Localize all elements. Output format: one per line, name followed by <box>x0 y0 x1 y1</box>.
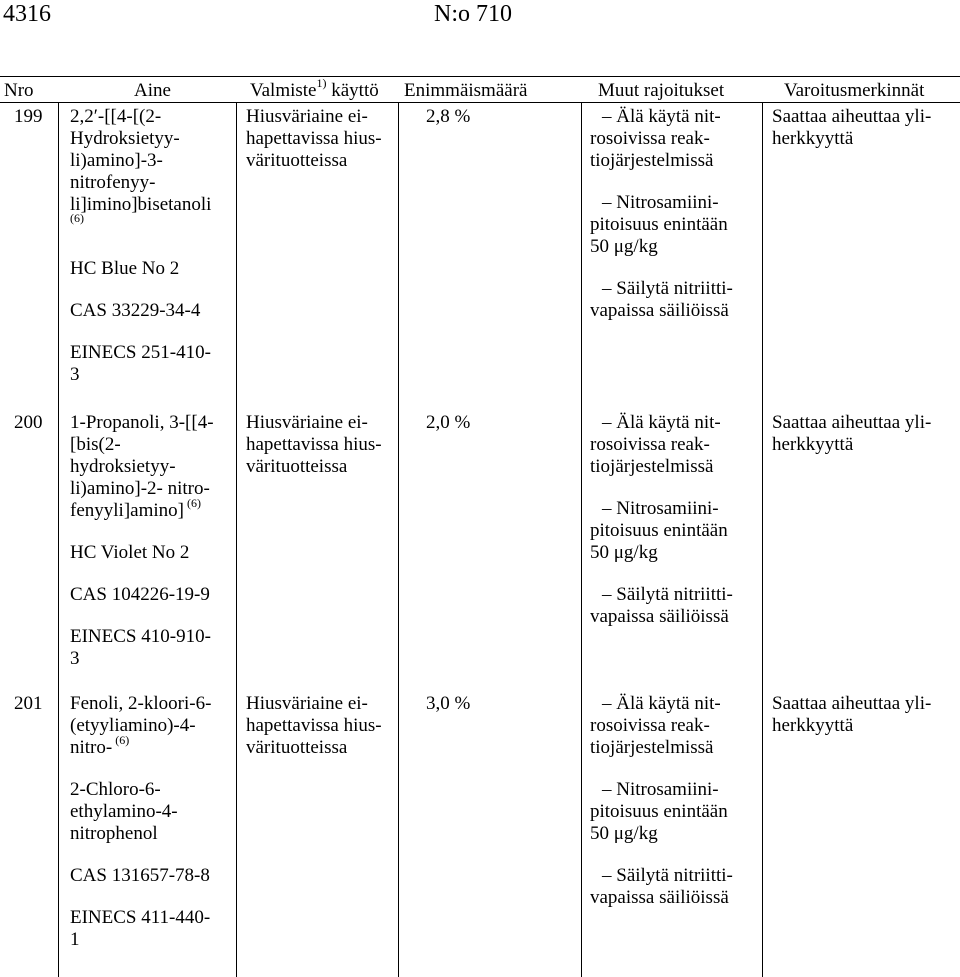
substance-name-line: nitrofenyy- <box>70 172 156 193</box>
restriction-paragraph <box>590 192 733 258</box>
restriction-line: rosoivissa reak- <box>590 715 710 736</box>
column-divider <box>236 102 237 977</box>
substance-name-paragraph <box>70 584 234 606</box>
warning-line: Saattaa aiheuttaa yli- <box>772 412 932 433</box>
substance-name-line: 3 <box>70 648 80 669</box>
column-header-varoitusmerkinnat: Varoitusmerkinnät <box>784 80 925 101</box>
max-concentration-cell: 2,0 % <box>426 412 471 433</box>
substance-name-cell <box>70 693 234 951</box>
row-number: 200 <box>14 412 43 433</box>
substance-name-paragraph <box>70 106 234 238</box>
restriction-line: tiojärjestelmissä <box>590 150 714 171</box>
substance-name-paragraph <box>70 693 234 759</box>
product-type-line: Hiusväriaine ei- <box>246 106 368 127</box>
restriction-line: rosoivissa reak- <box>590 434 710 455</box>
restriction-line: vapaissa säiliöissä <box>590 606 729 627</box>
product-type-line: Hiusväriaine ei- <box>246 412 368 433</box>
restriction-paragraph <box>590 106 733 172</box>
other-restrictions-cell <box>590 412 733 628</box>
restriction-line: rosoivissa reak- <box>590 128 710 149</box>
substance-name-line: ethylamino-4- <box>70 801 178 822</box>
restriction-paragraph <box>590 412 733 478</box>
product-type-line: värituotteissa <box>246 456 348 477</box>
warning-line: herkkyyttä <box>772 128 854 149</box>
restriction-line: 50 μg/kg <box>590 542 658 563</box>
page-number: 4316 <box>3 1 51 27</box>
warning-cell <box>772 106 931 150</box>
substance-name-paragraph <box>70 542 234 564</box>
substance-name-paragraph <box>70 412 234 522</box>
restriction-line: – Säilytä nitriitti- <box>602 278 733 299</box>
restriction-paragraph <box>590 498 733 564</box>
issue-number: N:o 710 <box>434 1 512 27</box>
max-concentration-cell: 3,0 % <box>426 693 471 714</box>
restriction-line: tiojärjestelmissä <box>590 456 714 477</box>
warning-line: herkkyyttä <box>772 715 854 736</box>
substance-name-paragraph <box>70 300 234 322</box>
row-number: 199 <box>14 106 43 127</box>
substance-name-line: 1 <box>70 929 80 950</box>
substance-name-paragraph <box>70 258 234 280</box>
substance-name-line: CAS 104226-19-9 <box>70 584 210 605</box>
substance-name-cell <box>70 412 234 670</box>
restriction-line: tiojärjestelmissä <box>590 737 714 758</box>
warning-line: herkkyyttä <box>772 434 854 455</box>
substance-name-paragraph <box>70 626 234 670</box>
restriction-line: 50 μg/kg <box>590 823 658 844</box>
restriction-line: pitoisuus enintään <box>590 214 728 235</box>
table-top-rule <box>0 76 960 77</box>
warning-line: Saattaa aiheuttaa yli- <box>772 693 932 714</box>
substance-name-line: 3 <box>70 364 80 385</box>
substance-name-line: nitro- $^{(6)}$ <box>70 733 130 758</box>
warning-cell <box>772 412 931 456</box>
substance-name-line: li)amino]-3- <box>70 150 163 171</box>
substance-name-line: Fenoli, 2-kloori-6- <box>70 693 212 714</box>
substance-name-line: HC Blue No 2 <box>70 258 180 279</box>
substance-name-line: 2-Chloro-6- <box>70 779 161 800</box>
substance-name-paragraph <box>70 779 234 845</box>
restriction-line: vapaissa säiliöissä <box>590 887 729 908</box>
product-type-line: värituotteissa <box>246 737 348 758</box>
substance-name-line: li]imino]bisetanoli <box>70 194 212 215</box>
restriction-paragraph <box>590 865 733 909</box>
restriction-line: – Säilytä nitriitti- <box>602 865 733 886</box>
column-divider <box>762 102 763 977</box>
column-divider <box>581 102 582 977</box>
footnote-ref-line <box>70 211 234 238</box>
footnote-ref: (6) <box>70 211 84 225</box>
restriction-line: – Nitrosamiini- <box>602 779 719 800</box>
product-type-cell <box>246 412 382 478</box>
column-header-enimmaismaara: Enimmäismäärä <box>404 80 528 101</box>
column-header-nro: Nro <box>4 80 34 101</box>
restriction-line: 50 μg/kg <box>590 236 658 257</box>
row-number: 201 <box>14 693 43 714</box>
substance-name-line: CAS 131657-78-8 <box>70 865 210 886</box>
substance-name-cell <box>70 106 234 386</box>
product-type-cell <box>246 106 382 172</box>
other-restrictions-cell <box>590 693 733 909</box>
substance-name-line: CAS 33229-34-4 <box>70 300 201 321</box>
substance-name-paragraph <box>70 907 234 951</box>
substance-name-line: nitrophenol <box>70 823 158 844</box>
substance-name-line: fenyyli]amino] $^{(6)}$ <box>70 496 201 521</box>
substance-name-line: EINECS 251-410- <box>70 342 211 363</box>
restriction-line: – Älä käytä nit- <box>602 106 721 127</box>
product-type-line: hapettavissa hius- <box>246 128 382 149</box>
footnote-ref: (6) <box>112 733 130 747</box>
substance-name-line: li)amino]-2- nitro- <box>70 478 210 499</box>
restriction-paragraph <box>590 693 733 759</box>
product-type-cell <box>246 693 382 759</box>
substance-name-paragraph <box>70 342 234 386</box>
substance-name-line: HC Violet No 2 <box>70 542 190 563</box>
substance-name-line: EINECS 410-910- <box>70 626 211 647</box>
restriction-line: – Nitrosamiini- <box>602 498 719 519</box>
substance-name-line: 2,2′-[[4-[(2- <box>70 106 162 127</box>
substance-name-line: Hydroksietyy- <box>70 128 180 149</box>
restriction-line: pitoisuus enintään <box>590 520 728 541</box>
restriction-line: – Älä käytä nit- <box>602 693 721 714</box>
product-type-line: hapettavissa hius- <box>246 434 382 455</box>
product-type-line: Hiusväriaine ei- <box>246 693 368 714</box>
warning-line: Saattaa aiheuttaa yli- <box>772 106 932 127</box>
substance-name-line: hydroksietyy- <box>70 456 176 477</box>
restriction-line: pitoisuus enintään <box>590 801 728 822</box>
product-type-line: värituotteissa <box>246 150 348 171</box>
restriction-line: vapaissa säiliöissä <box>590 300 729 321</box>
substance-name-line: [bis(2- <box>70 434 121 455</box>
warning-cell <box>772 693 931 737</box>
table-header-rule <box>0 102 960 103</box>
substance-name-line: EINECS 411-440- <box>70 907 211 928</box>
column-divider <box>398 102 399 977</box>
restriction-paragraph <box>590 584 733 628</box>
column-divider <box>58 102 59 977</box>
other-restrictions-cell <box>590 106 733 322</box>
restriction-line: – Nitrosamiini- <box>602 192 719 213</box>
product-type-line: hapettavissa hius- <box>246 715 382 736</box>
substance-name-line: 1-Propanoli, 3-[[4- <box>70 412 214 433</box>
footnote-ref: (6) <box>183 496 201 510</box>
substance-name-paragraph <box>70 865 234 887</box>
restriction-line: – Älä käytä nit- <box>602 412 721 433</box>
max-concentration-cell: 2,8 % <box>426 106 471 127</box>
substance-name-line: (etyyliamino)-4- <box>70 715 196 736</box>
column-header-muut-rajoitukset: Muut rajoitukset <box>598 80 725 101</box>
restriction-paragraph <box>590 779 733 845</box>
column-header-valmiste: Valmiste$^{1)}$ käyttö <box>250 76 379 101</box>
column-header-aine: Aine <box>134 80 171 101</box>
restriction-line: – Säilytä nitriitti- <box>602 584 733 605</box>
restriction-paragraph <box>590 278 733 322</box>
